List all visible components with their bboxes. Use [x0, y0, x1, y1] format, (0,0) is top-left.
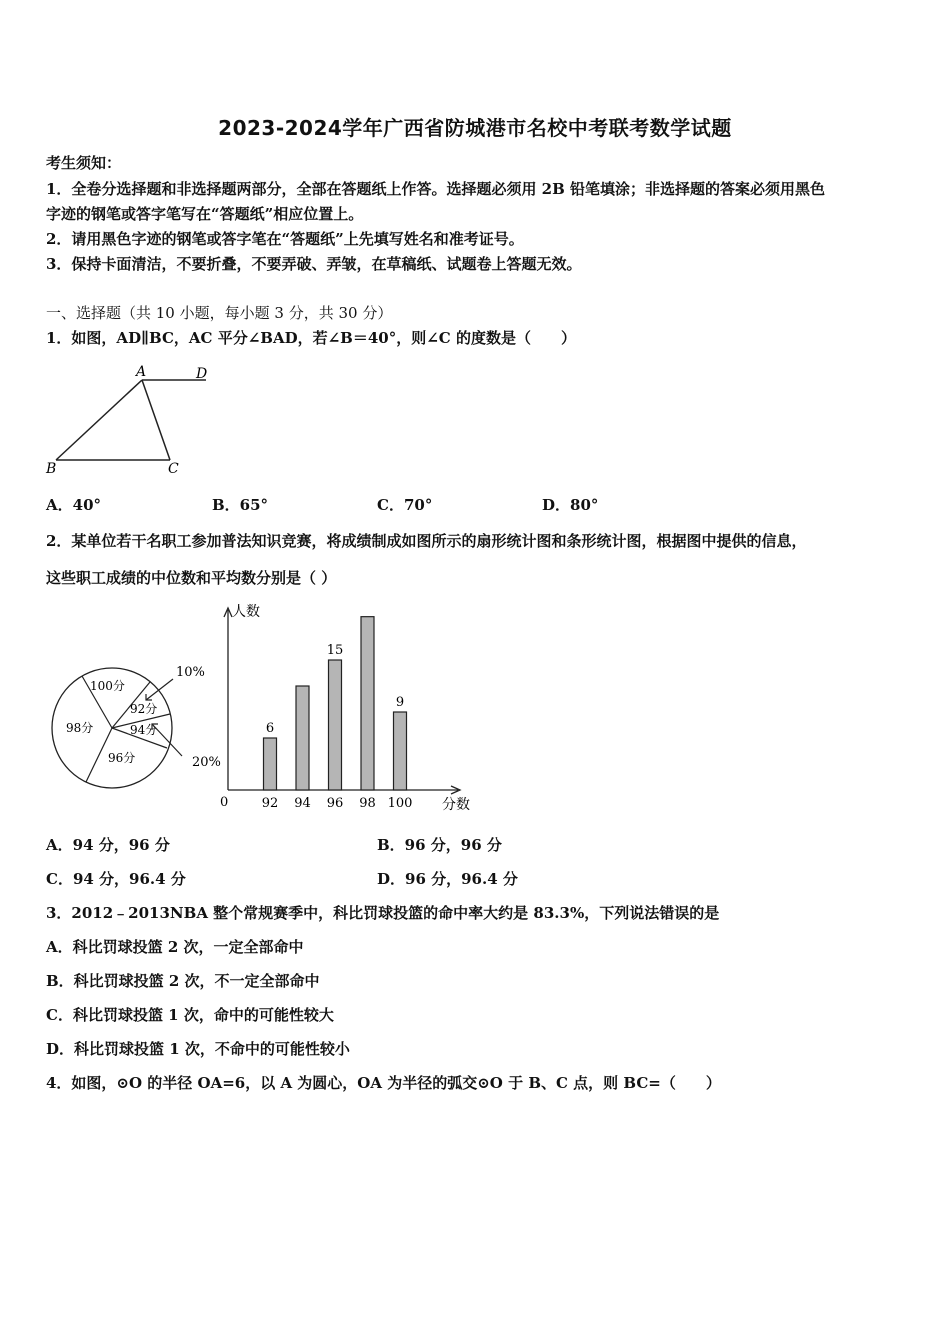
section-heading: 一、选择题（共 10 小题，每小题 3 分，共 30 分）	[46, 304, 393, 322]
q4-stem: 4．如图，⊙O 的半径 OA=6，以 A 为圆心，OA 为半径的弧交⊙O 于 B、C 点，则 BC=（ ）	[46, 1074, 721, 1092]
q2-stem-line2: 这些职工成绩的中位数和平均数分别是（ ）	[46, 569, 337, 587]
x-tick-92: 92	[261, 796, 279, 811]
bar-92	[264, 738, 277, 790]
q1-option-c[interactable]: C．70°	[377, 496, 433, 514]
q1-option-a[interactable]: A．40°	[46, 496, 102, 514]
q2-option-d[interactable]: D．96 分，96.4 分	[377, 870, 518, 888]
notice-item-1a: 1．全卷分选择题和非选择题两部分，全部在答题纸上作答。选择题必须用 2B 铅笔填涂；非选择题的答案必须用黑色	[46, 180, 826, 198]
origin-label: 0	[220, 795, 229, 810]
notice-item-1b: 字迹的钢笔或答字笔写在“答题纸”相应位置上。	[46, 205, 364, 223]
q1-triangle-figure	[40, 360, 220, 480]
q2-option-c[interactable]: C．94 分，96.4 分	[46, 870, 186, 888]
label-d: D	[196, 366, 208, 382]
bars-group	[262, 617, 413, 811]
pie-label-100: 100分	[90, 679, 125, 693]
y-axis-label: 人数	[232, 604, 260, 620]
q3-option-b[interactable]: B．科比罚球投篮 2 次，不一定全部命中	[46, 972, 320, 990]
pie-label-94: 94分	[130, 723, 158, 737]
pie-label-98: 98分	[66, 721, 94, 735]
x-tick-98: 98	[359, 796, 376, 811]
pie-label-92: 92分	[130, 702, 158, 716]
x-tick-100: 100	[387, 796, 413, 811]
segment-ab	[56, 380, 142, 460]
bar-96	[329, 660, 342, 790]
q3-option-c[interactable]: C．科比罚球投篮 1 次，命中的可能性较大	[46, 1006, 334, 1024]
bar-94	[296, 686, 309, 790]
q3-option-a[interactable]: A．科比罚球投篮 2 次，一定全部命中	[46, 938, 304, 956]
label-c: C	[168, 461, 179, 477]
data-label-100: 9	[395, 695, 405, 710]
q1-option-b[interactable]: B．65°	[212, 496, 269, 514]
notice-heading: 考生须知：	[46, 154, 122, 172]
page-title: 2023-2024学年广西省防城港市名校中考联考数学试题	[218, 116, 732, 140]
data-label-92: 6	[265, 721, 275, 736]
q2-option-b[interactable]: B．96 分，96 分	[377, 836, 502, 854]
bar-100	[394, 712, 407, 790]
notice-item-3: 3．保持卡面清洁，不要折叠，不要弄破、弄皱，在草稿纸、试题卷上答题无效。	[46, 255, 582, 273]
q2-bar-chart	[210, 598, 480, 818]
bar-98	[361, 617, 374, 790]
pie-label-96: 96分	[108, 751, 136, 765]
q2-stem-line1: 2．某单位若干名职工参加普法知识竞赛，将成绩制成如图所示的扇形统计图和条形统计图，根据图中提供的信息，	[46, 532, 807, 550]
pie-pct-10: 10%	[176, 665, 205, 680]
q1-option-d[interactable]: D．80°	[542, 496, 599, 514]
x-axis-label: 分数	[442, 797, 470, 813]
label-a: A	[136, 364, 147, 380]
segment-ac	[142, 380, 170, 460]
data-label-96: 15	[326, 643, 344, 658]
q1-stem: 1．如图，AD∥BC，AC 平分∠BAD，若∠B＝40°，则∠C 的度数是（ ）	[46, 329, 576, 347]
q3-stem: 3．2012﹣2013NBA 整个常规赛季中，科比罚球投篮的命中率大约是 83.3%，下列说法错误的是	[46, 904, 720, 922]
x-tick-96: 96	[326, 796, 344, 811]
q3-option-d[interactable]: D．科比罚球投篮 1 次，不命中的可能性较小	[46, 1040, 350, 1058]
notice-item-2: 2．请用黑色字迹的钢笔或答字笔在“答题纸”上先填写姓名和准考证号。	[46, 230, 524, 248]
label-b: B	[46, 461, 57, 477]
q2-option-a[interactable]: A．94 分，96 分	[46, 836, 170, 854]
x-tick-94: 94	[294, 796, 311, 811]
pie-pct-20: 20%	[192, 755, 221, 770]
